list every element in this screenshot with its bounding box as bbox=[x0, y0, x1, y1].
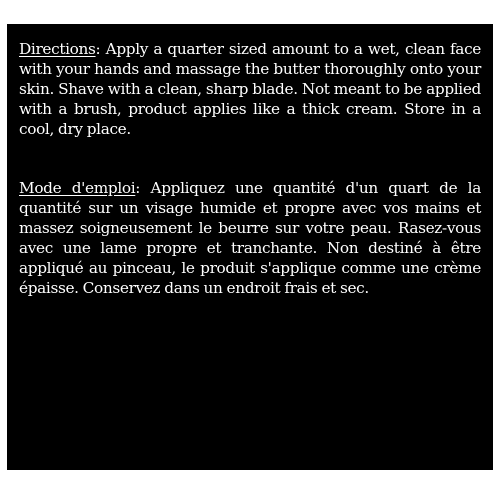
directions-paragraph bbox=[19, 39, 481, 139]
label-panel bbox=[7, 24, 493, 470]
directions-heading: Directions bbox=[19, 40, 96, 58]
mode-emploi-heading: Mode d'emploi bbox=[19, 179, 136, 197]
directions-body: Apply a quarter sized amount to a wet, clean face with your hands and massage the butter thoroughly onto your skin. Shave with a clean, sharp blade. Not meant to be applied with a brush, product applies like a thick cream. Store in a cool, dry place. bbox=[19, 40, 481, 138]
directions-separator: : bbox=[95, 40, 101, 58]
mode-emploi-body: Appliquez une quantité d'un quart de la quantité sur un visage humide et propre avec vos mains et massez soigneusement le beurre sur votre peau. Rasez-vous avec une lame propre et tranchante. Non destiné à être appliqué au pinceau, le produit s'applique comme une crème épaisse. Conservez dans un endroit frais et sec. bbox=[19, 179, 481, 297]
mode-emploi-paragraph bbox=[19, 178, 481, 298]
mode-emploi-separator: : bbox=[135, 179, 141, 197]
